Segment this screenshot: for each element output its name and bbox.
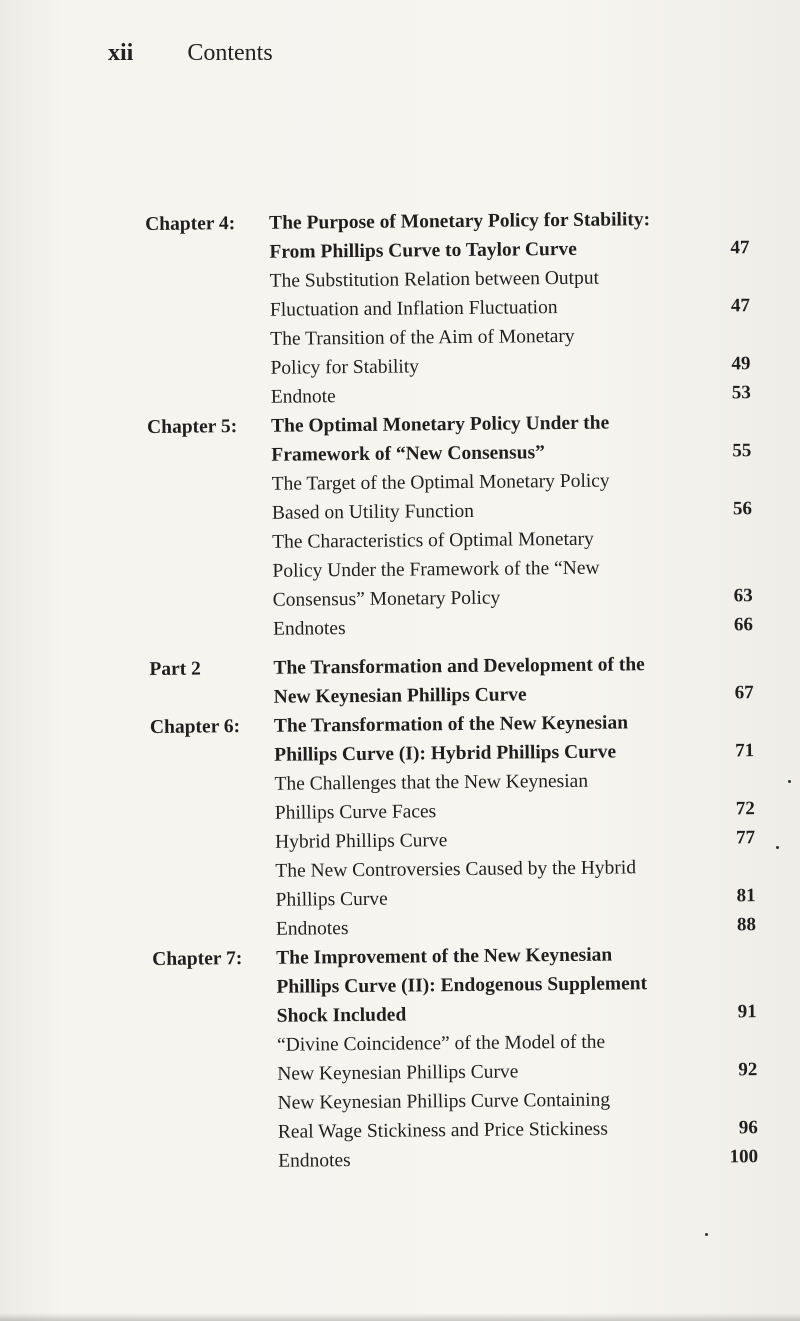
toc-heading-line	[269, 204, 749, 238]
toc-line-text: Phillips Curve (II): Endogenous Supplement	[276, 973, 648, 998]
toc-heading-line	[269, 233, 749, 267]
toc-line-text: “Divine Coincidence” of the Model of the	[276, 1031, 606, 1056]
toc-entry	[145, 204, 777, 413]
toc-subentry-line	[272, 523, 752, 557]
toc-heading-line	[271, 436, 751, 470]
toc-line-text: The Substitution Relation between Output	[269, 267, 600, 292]
toc-line-text: The Target of the Optimal Monetary Policy	[271, 470, 610, 495]
toc-entry-lines	[276, 939, 758, 1176]
toc-page-number: 56	[732, 498, 752, 520]
table-of-contents	[145, 204, 784, 1177]
toc-page-number: 91	[737, 1001, 757, 1023]
toc-subentry-line	[275, 823, 755, 857]
toc-line-text: Endnote	[270, 386, 336, 408]
toc-subentry-line	[270, 320, 750, 354]
toc-line-text: Hybrid Phillips Curve	[274, 830, 448, 853]
toc-line-text: New Keynesian Phillips Curve	[273, 684, 527, 708]
toc-line-text: Phillips Curve	[275, 888, 388, 911]
toc-line-text: The Characteristics of Optimal Monetary	[272, 528, 594, 553]
toc-subentry-line	[273, 610, 753, 644]
toc-line-text: The Transformation and Development of the	[273, 654, 645, 679]
toc-subentry-line	[276, 910, 756, 944]
toc-entry-label: Chapter 5:	[146, 416, 238, 438]
toc-entry-lines	[269, 204, 751, 412]
speck	[776, 846, 779, 849]
toc-entry-lines	[273, 649, 754, 712]
toc-page-number: 92	[738, 1059, 758, 1081]
toc-entry-lines	[271, 407, 753, 644]
toc-subentry-line	[271, 378, 751, 412]
toc-entry-label: Part 2	[149, 658, 201, 680]
toc-page-number: 53	[731, 382, 751, 404]
toc-subentry-line	[272, 494, 752, 528]
toc-line-text: Policy for Stability	[270, 356, 420, 379]
toc-line-text: Fluctuation and Inflation Fluctuation	[269, 297, 558, 321]
toc-line-text: From Phillips Curve to Taylor Curve	[269, 238, 577, 263]
toc-subentry-line	[277, 1026, 757, 1060]
toc-line-text: The Optimal Monetary Policy Under the	[270, 412, 610, 437]
toc-heading-line	[274, 736, 754, 770]
toc-entry-label: Chapter 7:	[152, 948, 243, 970]
speck	[705, 1233, 708, 1236]
toc-page-number: 100	[729, 1146, 759, 1168]
toc-page-number: 72	[735, 798, 755, 820]
toc-page-number: 55	[732, 440, 752, 462]
toc-subentry-line	[278, 1142, 758, 1176]
toc-heading-line	[274, 707, 754, 741]
toc-subentry-line	[270, 291, 750, 325]
toc-page-number: 71	[735, 740, 755, 762]
toc-line-text: Endnotes	[275, 918, 349, 940]
toc-subentry-line	[271, 465, 751, 499]
toc-heading-line	[273, 649, 753, 683]
toc-page-number: 49	[731, 353, 751, 375]
running-head	[108, 40, 273, 67]
toc-subentry-line	[275, 794, 755, 828]
toc-heading-line	[276, 968, 756, 1002]
toc-heading-line	[271, 407, 751, 441]
toc-page-number: 66	[733, 614, 754, 636]
toc-page-number: 88	[736, 914, 756, 936]
toc-subentry-line	[277, 1084, 757, 1118]
toc-subentry-line	[272, 552, 752, 586]
toc-subentry-line	[277, 1055, 757, 1089]
toc-subentry-line	[270, 349, 750, 383]
toc-line-text: The Transition of the Aim of Monetary	[270, 325, 575, 350]
running-head-title: Contents	[187, 40, 273, 66]
toc-page-number: 47	[730, 237, 750, 259]
toc-heading-line	[274, 678, 754, 712]
toc-line-text: The Transformation of the New Keynesian	[273, 712, 629, 737]
toc-line-text: Endnotes	[278, 1150, 351, 1172]
toc-line-text: Phillips Curve (I): Hybrid Phillips Curve	[274, 741, 617, 766]
toc-page-number: 47	[730, 295, 751, 317]
toc-entry	[152, 939, 784, 1177]
toc-subentry-line	[274, 765, 754, 799]
toc-line-text: The Purpose of Monetary Policy for Stability:	[269, 209, 651, 234]
toc-page-number: 81	[736, 885, 756, 907]
toc-line-text: The Improvement of the New Keynesian	[276, 944, 613, 969]
toc-line-text: New Keynesian Phillips Curve	[277, 1061, 519, 1085]
toc-line-text: The Challenges that the New Keynesian	[274, 770, 589, 795]
toc-heading-line	[277, 997, 757, 1031]
toc-page-number: 96	[738, 1117, 758, 1139]
toc-entry	[149, 649, 780, 713]
toc-line-text: Based on Utility Function	[271, 500, 475, 524]
toc-entry	[150, 707, 782, 945]
toc-subentry-line	[278, 1113, 758, 1147]
toc-line-text: The New Controversies Caused by the Hybrid	[275, 857, 637, 882]
toc-line-text: New Keynesian Phillips Curve Containing	[277, 1089, 611, 1114]
toc-entry	[147, 407, 779, 645]
toc-entry-lines	[274, 707, 756, 944]
toc-subentry-line	[275, 852, 755, 886]
toc-subentry-line	[275, 881, 755, 915]
toc-line-text: Consensus” Monetary Policy	[272, 587, 501, 611]
toc-page-number: 63	[733, 585, 753, 607]
toc-subentry-line	[270, 262, 750, 296]
toc-line-text: Endnotes	[272, 618, 346, 640]
page-folio: xii	[108, 40, 134, 66]
toc-entry-label: Chapter 6:	[149, 716, 241, 738]
page-edge-shadow	[0, 1313, 800, 1321]
toc-heading-line	[276, 939, 756, 973]
toc-page-number: 67	[734, 682, 754, 704]
toc-subentry-line	[273, 581, 753, 615]
speck	[788, 780, 791, 783]
toc-line-text: Framework of “New Consensus”	[271, 442, 545, 466]
toc-line-text: Shock Included	[276, 1004, 407, 1027]
toc-entry-label: Chapter 4:	[145, 213, 236, 235]
toc-line-text: Phillips Curve Faces	[274, 801, 437, 824]
toc-page-number: 77	[735, 827, 756, 849]
toc-line-text: Policy Under the Framework of the “New	[272, 557, 600, 582]
toc-line-text: Real Wage Stickiness and Price Stickiness	[277, 1118, 609, 1143]
